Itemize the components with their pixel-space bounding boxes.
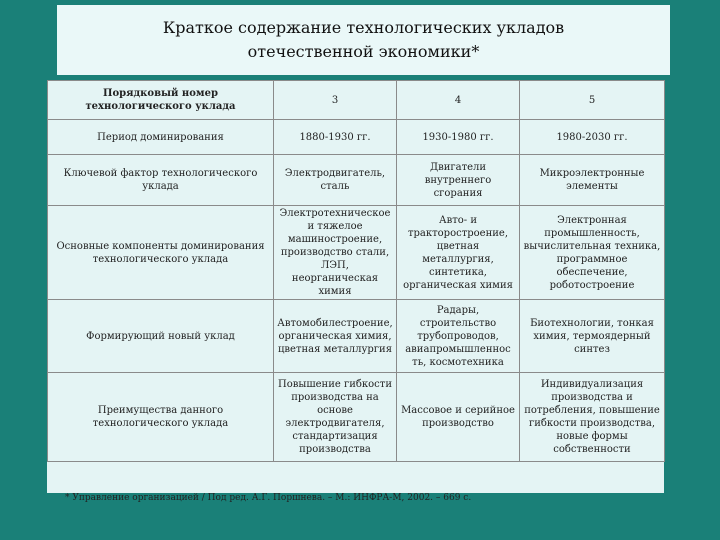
- table-row: [48, 300, 665, 373]
- table-cell: Повышение гибкости производства на основе электродвигателя, стандартизация производства: [274, 373, 397, 462]
- footnote: * Управление организацией / Под ред. А.Г. Поршнева. – М.: ИНФРА-М, 2002. – 669 с.: [65, 493, 472, 503]
- table-cell: Биотехнологии, тонкая химия, термоядерный синтез: [520, 300, 665, 373]
- table-row: [48, 155, 665, 206]
- table-cell: 1980-2030 гг.: [520, 120, 665, 155]
- table-header-row: [48, 81, 665, 120]
- table-cell: Электротехническое и тяжелое машиностроение, производство стали, ЛЭП, неорганическая химия: [274, 206, 397, 300]
- title-box: [57, 5, 670, 75]
- header-col-cell: 4: [397, 81, 520, 120]
- table-cell: Индивидуализация производства и потребления, повышение гибкости производства, новые формы собственности: [520, 373, 665, 462]
- table-cell: Двигатели внутреннего сгорания: [397, 155, 520, 206]
- table-cell: Автомобилестроение, органическая химия, цветная металлургия: [274, 300, 397, 373]
- row-label-cell: Период доминирования: [48, 120, 274, 155]
- table-cell: 1880-1930 гг.: [274, 120, 397, 155]
- table-cell: Авто- и тракторостроение, цветная металлургия, синтетика, органическая химия: [397, 206, 520, 300]
- table-row: [48, 120, 665, 155]
- summary-table: [47, 80, 665, 462]
- table-cell: Радары, строительство трубопроводов, авиапромышленнос ть, космотехника: [397, 300, 520, 373]
- table-cell: 1930-1980 гг.: [397, 120, 520, 155]
- row-label-cell: Преимущества данного технологического уклада: [48, 373, 274, 462]
- row-label-cell: Ключевой фактор технологического уклада: [48, 155, 274, 206]
- row-label-cell: Формирующий новый уклад: [48, 300, 274, 373]
- table-cell: Массовое и серийное производство: [397, 373, 520, 462]
- table-row: [48, 373, 665, 462]
- page-title: Краткое содержание технологических укладов отечественной экономики*: [162, 18, 565, 61]
- header-col-cell: 3: [274, 81, 397, 120]
- header-label-cell: Порядковый номер технологического уклада: [48, 81, 274, 120]
- table-cell: Микроэлектронные элементы: [520, 155, 665, 206]
- row-label-cell: Основные компоненты доминирования технологического уклада: [48, 206, 274, 300]
- header-col-cell: 5: [520, 81, 665, 120]
- table-container: [47, 80, 664, 493]
- table-cell: Электронная промышленность, вычислительная техника, программное обеспечение, роботостроение: [520, 206, 665, 300]
- table-row: [48, 206, 665, 300]
- table-cell: Электродвигатель, сталь: [274, 155, 397, 206]
